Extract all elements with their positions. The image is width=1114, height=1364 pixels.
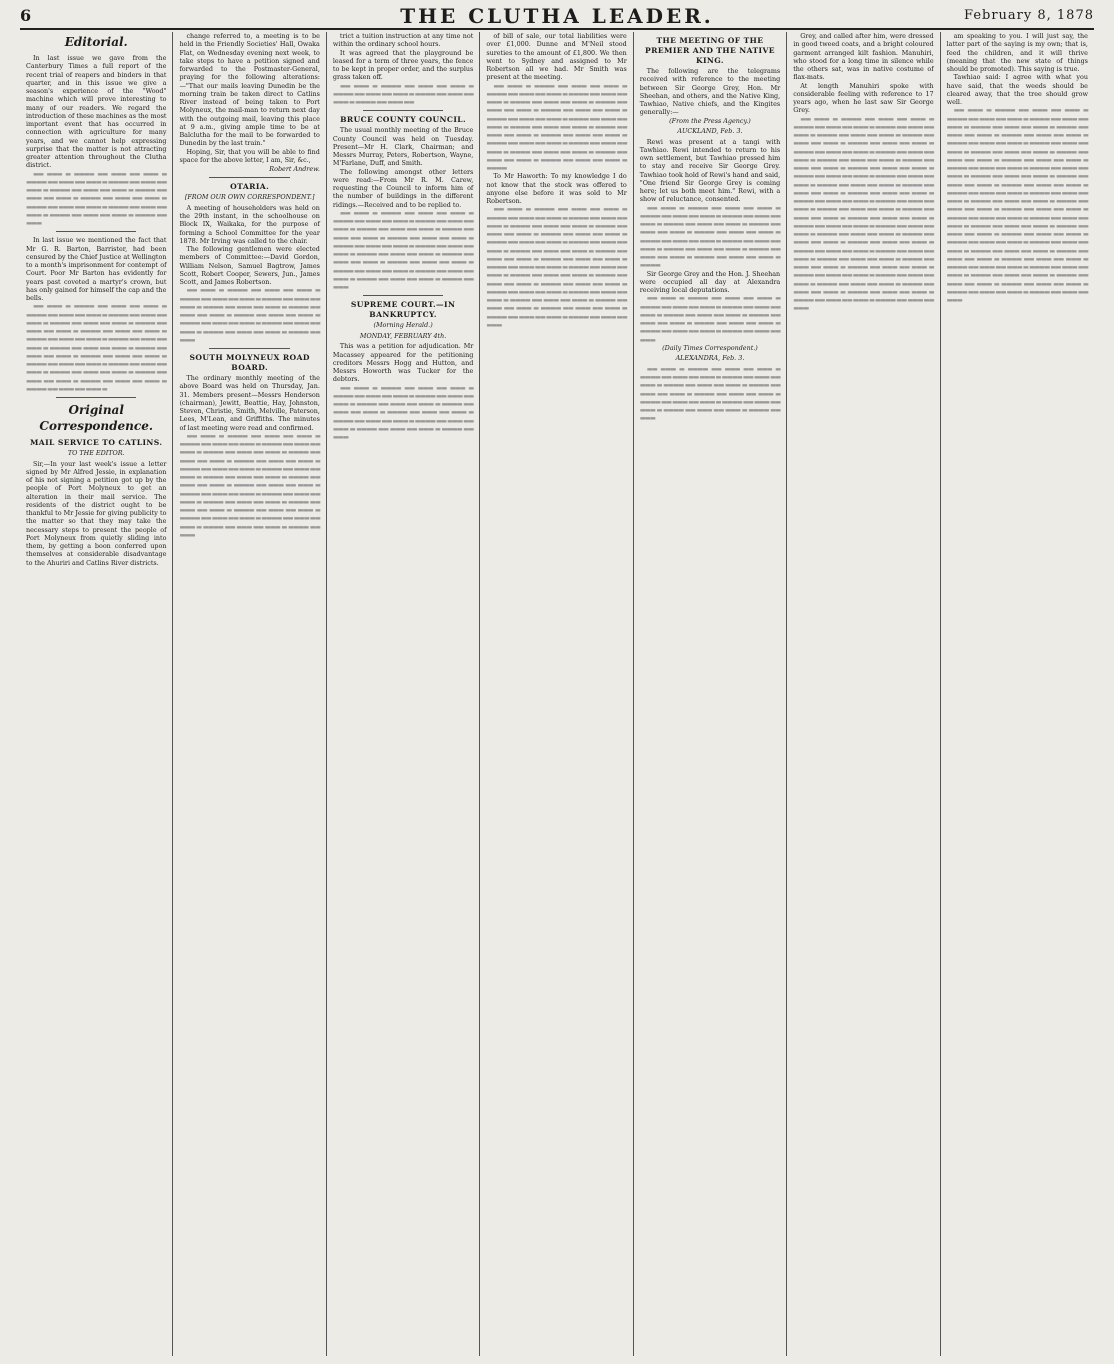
- column-1: [20, 32, 173, 1356]
- road-board-text: ▬▬ ▬▬▬ ▬ ▬▬▬▬ ▬▬ ▬▬▬ ▬▬ ▬▬▬ ▬ ▬▬▬▬ ▬▬ ▬▬▬ ▬▬ ▬▬▬ ▬ ▬▬▬▬ ▬▬ ▬▬▬ ▬▬ ▬▬▬ ▬ ▬▬▬▬ ▬▬ ▬▬▬ ▬▬ ▬▬▬ ▬ ▬▬▬▬ ▬▬ ▬▬▬ ▬▬ ▬▬▬ ▬ ▬▬▬▬ ▬▬ ▬▬▬ ▬▬ ▬▬▬ ▬ ▬▬▬▬ ▬▬ ▬▬▬ ▬▬ ▬▬▬ ▬ ▬▬▬▬ ▬▬ ▬▬▬ ▬▬ ▬▬▬ ▬ ▬▬▬▬ ▬▬ ▬▬▬ ▬▬ ▬▬▬ ▬ ▬▬▬▬ ▬▬ ▬▬▬ ▬▬ ▬▬▬ ▬ ▬▬▬▬ ▬▬ ▬▬▬ ▬▬ ▬▬▬ ▬ ▬▬▬▬ ▬▬ ▬▬▬ ▬▬ ▬▬▬ ▬ ▬▬▬▬ ▬▬ ▬▬▬ ▬▬ ▬▬▬ ▬ ▬▬▬▬ ▬▬ ▬▬▬ ▬▬ ▬▬▬ ▬ ▬▬▬▬ ▬▬ ▬▬▬ ▬▬ ▬▬▬ ▬ ▬▬▬▬ ▬▬ ▬▬▬ ▬▬ ▬▬▬ ▬ ▬▬▬▬ ▬▬ ▬▬▬ ▬▬ ▬▬▬ ▬ ▬▬▬▬ ▬▬ ▬▬▬ ▬▬ ▬▬▬ ▬ ▬▬▬▬ ▬▬ ▬▬▬ ▬▬ ▬▬▬ ▬ ▬▬▬▬ ▬▬ ▬▬▬: [179, 431, 320, 539]
- divider: [56, 231, 136, 232]
- court-source: (Morning Herald.): [373, 321, 433, 330]
- editorial-text: ▬▬ ▬▬▬ ▬ ▬▬▬▬ ▬▬ ▬▬▬ ▬▬ ▬▬▬ ▬ ▬▬▬▬ ▬▬ ▬▬▬ ▬▬ ▬▬▬ ▬ ▬▬▬▬ ▬▬ ▬▬▬ ▬▬ ▬▬▬ ▬ ▬▬▬▬ ▬▬ ▬▬▬ ▬▬ ▬▬▬ ▬ ▬▬▬▬ ▬▬ ▬▬▬ ▬▬ ▬▬▬ ▬ ▬▬▬▬ ▬▬ ▬▬▬ ▬▬ ▬▬▬ ▬ ▬▬▬▬ ▬▬ ▬▬▬ ▬▬ ▬▬▬ ▬ ▬▬▬▬ ▬▬ ▬▬▬ ▬▬ ▬▬▬ ▬ ▬▬▬▬ ▬▬ ▬▬▬ ▬▬ ▬▬▬ ▬ ▬▬▬▬ ▬▬ ▬▬▬ ▬▬ ▬▬▬ ▬ ▬▬▬▬ ▬▬ ▬▬▬ ▬▬ ▬▬▬ ▬ ▬▬▬▬ ▬▬ ▬▬▬ ▬▬ ▬▬▬ ▬ ▬▬▬▬ ▬▬ ▬▬▬ ▬▬ ▬▬▬ ▬ ▬▬▬▬ ▬▬ ▬▬▬ ▬▬ ▬▬▬ ▬ ▬▬▬▬ ▬▬ ▬▬▬ ▬▬ ▬▬▬ ▬ ▬▬▬▬ ▬▬ ▬▬▬ ▬▬ ▬▬▬ ▬ ▬▬▬▬ ▬▬ ▬▬▬ ▬▬ ▬▬▬ ▬: [26, 302, 167, 393]
- letter-title: MAIL SERVICE TO CATLINS.: [30, 438, 163, 447]
- letter-paragraph: Hoping, Sir, that you will be able to find space for the above letter, I am, Sir, &c.,: [179, 147, 320, 164]
- divider: [363, 110, 443, 111]
- page-number: 6: [20, 6, 32, 25]
- meeting-paragraph: Rewi was present at a tangi with Tawhiao. Rewi intended to return to his own settlement, but Tawhiao pressed him to stay and receive Sir George Grey. Tawhiao took hold of Rewi's hand and said, "One friend Sir George Grey is coming here; let us both meet him." Rewi, with a show of reluctance, consented.: [639, 137, 781, 204]
- meeting-paragraph: At length Manuhiri spoke with considerable feeling with reference to 17 years ago, when he last saw Sir George Grey.: [793, 81, 934, 115]
- meeting-dateline: ALEXANDRA, Feb. 3.: [675, 354, 745, 363]
- divider: [209, 348, 289, 349]
- meeting-text: ▬▬ ▬▬▬ ▬ ▬▬▬▬ ▬▬ ▬▬▬ ▬▬ ▬▬▬ ▬ ▬▬▬▬ ▬▬ ▬▬▬ ▬▬ ▬▬▬ ▬ ▬▬▬▬ ▬▬ ▬▬▬ ▬▬ ▬▬▬ ▬ ▬▬▬▬ ▬▬ ▬▬▬ ▬▬ ▬▬▬ ▬ ▬▬▬▬ ▬▬ ▬▬▬ ▬▬ ▬▬▬ ▬ ▬▬▬▬ ▬▬ ▬▬▬ ▬▬ ▬▬▬ ▬ ▬▬▬▬ ▬▬ ▬▬▬ ▬▬ ▬▬▬ ▬ ▬▬▬▬ ▬▬ ▬▬▬ ▬▬ ▬▬▬ ▬ ▬▬▬▬ ▬▬ ▬▬▬ ▬▬ ▬▬▬ ▬ ▬▬▬▬ ▬▬ ▬▬▬ ▬▬ ▬▬▬ ▬ ▬▬▬▬ ▬▬ ▬▬▬ ▬▬ ▬▬▬ ▬ ▬▬▬▬ ▬▬ ▬▬▬ ▬▬ ▬▬▬ ▬ ▬▬▬▬ ▬▬ ▬▬▬ ▬▬ ▬▬▬ ▬ ▬▬▬▬ ▬▬ ▬▬▬ ▬▬ ▬▬▬ ▬ ▬▬▬▬ ▬▬ ▬▬▬ ▬▬ ▬▬▬ ▬ ▬▬▬▬ ▬▬ ▬▬▬ ▬▬ ▬▬▬ ▬ ▬▬▬▬ ▬▬ ▬▬▬ ▬▬ ▬▬▬ ▬ ▬▬▬▬ ▬▬ ▬▬▬ ▬▬ ▬▬▬ ▬ ▬▬▬▬ ▬▬ ▬▬▬ ▬▬ ▬▬▬ ▬ ▬▬▬▬ ▬▬ ▬▬▬ ▬▬ ▬▬▬ ▬ ▬▬▬▬ ▬▬ ▬▬▬ ▬▬ ▬▬▬ ▬ ▬▬▬▬ ▬▬ ▬▬▬ ▬▬ ▬▬▬ ▬ ▬▬▬▬ ▬▬ ▬▬▬ ▬▬ ▬▬▬ ▬ ▬▬▬▬ ▬▬ ▬▬▬ ▬▬ ▬▬▬ ▬ ▬▬▬▬ ▬▬ ▬▬▬ ▬▬ ▬▬▬ ▬ ▬▬▬▬ ▬▬ ▬▬▬ ▬▬ ▬▬▬ ▬ ▬▬▬▬ ▬▬ ▬▬▬ ▬▬ ▬▬▬ ▬ ▬▬▬▬ ▬▬ ▬▬▬ ▬▬ ▬▬▬ ▬ ▬▬▬▬ ▬▬ ▬▬▬ ▬▬ ▬▬▬ ▬ ▬▬▬▬ ▬▬ ▬▬▬ ▬▬ ▬▬▬ ▬ ▬▬▬▬ ▬▬ ▬▬▬ ▬▬ ▬▬▬ ▬ ▬▬▬▬ ▬▬ ▬▬▬ ▬▬ ▬▬▬ ▬ ▬▬▬▬ ▬▬ ▬▬▬ ▬▬ ▬▬▬ ▬ ▬▬▬▬ ▬▬ ▬▬▬ ▬▬ ▬▬▬ ▬ ▬▬▬▬ ▬▬ ▬▬▬ ▬▬ ▬▬▬ ▬ ▬▬▬▬ ▬▬ ▬▬▬ ▬▬ ▬▬▬ ▬ ▬▬▬▬ ▬▬ ▬▬▬ ▬▬ ▬▬▬ ▬ ▬▬▬▬ ▬▬ ▬▬▬ ▬▬ ▬▬▬: [946, 106, 1088, 304]
- column-5: [634, 32, 787, 1356]
- otaria-heading: OTARIA.: [230, 182, 270, 192]
- columns: [20, 32, 1094, 1356]
- meeting-paragraph: am speaking to you. I will just say, the latter part of the saying is my own; that is, feed the children, and it will thrive (meaning that the new state of things should be promoted). This saying is true.: [946, 32, 1088, 73]
- column-6: [787, 32, 940, 1356]
- letter-paragraph: Sir,—In your last week's issue a letter signed by Mr Alfred Jessie, in explanation of his not signing a petition got up by the people of Port Molyneux to get an alteration in their mail service. The residents of the district ought to be thankful to Mr Jessie for giving publicity to the matter so that they may take the necessary steps to present the people of Port Molyneux from quietly sliding into them, by getting a boon conferred upon themselves at considerable disadvantage to the Ahuriri and Catlins River districts.: [26, 459, 167, 567]
- column-3: [327, 32, 480, 1356]
- column-4: [480, 32, 633, 1356]
- council-text: ▬▬ ▬▬▬ ▬ ▬▬▬▬ ▬▬ ▬▬▬ ▬▬ ▬▬▬ ▬ ▬▬▬▬ ▬▬ ▬▬▬ ▬▬ ▬▬▬ ▬ ▬▬▬▬ ▬▬ ▬▬▬ ▬▬ ▬▬▬ ▬ ▬▬▬▬ ▬▬ ▬▬▬ ▬▬ ▬▬▬ ▬ ▬▬▬▬ ▬▬ ▬▬▬ ▬▬ ▬▬▬ ▬ ▬▬▬▬ ▬▬ ▬▬▬ ▬▬ ▬▬▬ ▬ ▬▬▬▬ ▬▬ ▬▬▬ ▬▬ ▬▬▬ ▬ ▬▬▬▬ ▬▬ ▬▬▬ ▬▬ ▬▬▬ ▬ ▬▬▬▬ ▬▬ ▬▬▬ ▬▬ ▬▬▬ ▬ ▬▬▬▬ ▬▬ ▬▬▬ ▬▬ ▬▬▬ ▬ ▬▬▬▬ ▬▬ ▬▬▬ ▬▬ ▬▬▬ ▬ ▬▬▬▬ ▬▬ ▬▬▬ ▬▬ ▬▬▬ ▬ ▬▬▬▬ ▬▬ ▬▬▬ ▬▬ ▬▬▬ ▬ ▬▬▬▬ ▬▬ ▬▬▬ ▬▬ ▬▬▬ ▬ ▬▬▬▬ ▬▬ ▬▬▬: [332, 208, 474, 291]
- correspondence-heading: Original Correspondence.: [39, 403, 153, 433]
- meeting-intro: The following are the telegrams received with reference to the meeting between Sir George Grey, Hon. Mr Sheehan, and others, and the Native King, Tawhiao, Native chiefs, and the Kingites generally:—: [639, 67, 781, 117]
- meeting-text: ▬▬ ▬▬▬ ▬ ▬▬▬▬ ▬▬ ▬▬▬ ▬▬ ▬▬▬ ▬ ▬▬▬▬ ▬▬ ▬▬▬ ▬▬ ▬▬▬ ▬ ▬▬▬▬ ▬▬ ▬▬▬ ▬▬ ▬▬▬ ▬ ▬▬▬▬ ▬▬ ▬▬▬ ▬▬ ▬▬▬ ▬ ▬▬▬▬ ▬▬ ▬▬▬ ▬▬ ▬▬▬ ▬ ▬▬▬▬ ▬▬ ▬▬▬ ▬▬ ▬▬▬ ▬ ▬▬▬▬ ▬▬ ▬▬▬ ▬▬ ▬▬▬ ▬ ▬▬▬▬ ▬▬ ▬▬▬ ▬▬ ▬▬▬ ▬ ▬▬▬▬ ▬▬ ▬▬▬ ▬▬ ▬▬▬ ▬ ▬▬▬▬ ▬▬ ▬▬▬: [639, 364, 781, 423]
- divider: [56, 397, 136, 398]
- testimony-text: ▬▬ ▬▬▬ ▬ ▬▬▬▬ ▬▬ ▬▬▬ ▬▬ ▬▬▬ ▬ ▬▬▬▬ ▬▬ ▬▬▬ ▬▬ ▬▬▬ ▬ ▬▬▬▬ ▬▬ ▬▬▬ ▬▬ ▬▬▬ ▬ ▬▬▬▬ ▬▬ ▬▬▬ ▬▬ ▬▬▬ ▬ ▬▬▬▬ ▬▬ ▬▬▬ ▬▬ ▬▬▬ ▬ ▬▬▬▬ ▬▬ ▬▬▬ ▬▬ ▬▬▬ ▬ ▬▬▬▬ ▬▬ ▬▬▬ ▬▬ ▬▬▬ ▬ ▬▬▬▬ ▬▬ ▬▬▬ ▬▬ ▬▬▬ ▬ ▬▬▬▬ ▬▬ ▬▬▬ ▬▬ ▬▬▬ ▬ ▬▬▬▬ ▬▬ ▬▬▬ ▬▬ ▬▬▬ ▬ ▬▬▬▬ ▬▬ ▬▬▬ ▬▬ ▬▬▬ ▬ ▬▬▬▬ ▬▬ ▬▬▬ ▬▬ ▬▬▬ ▬ ▬▬▬▬ ▬▬ ▬▬▬ ▬▬ ▬▬▬ ▬ ▬▬▬▬ ▬▬ ▬▬▬ ▬▬ ▬▬▬ ▬ ▬▬▬▬ ▬▬ ▬▬▬ ▬▬ ▬▬▬ ▬ ▬▬▬▬ ▬▬ ▬▬▬ ▬▬ ▬▬▬ ▬ ▬▬▬▬ ▬▬ ▬▬▬ ▬▬ ▬▬▬ ▬ ▬▬▬▬ ▬▬ ▬▬▬ ▬▬ ▬▬▬ ▬ ▬▬▬▬ ▬▬ ▬▬▬ ▬▬ ▬▬▬ ▬ ▬▬▬▬ ▬▬ ▬▬▬ ▬▬ ▬▬▬ ▬ ▬▬▬▬ ▬▬ ▬▬▬ ▬▬ ▬▬▬ ▬ ▬▬▬▬ ▬▬ ▬▬▬ ▬▬ ▬▬▬ ▬ ▬▬▬▬ ▬▬ ▬▬▬ ▬▬ ▬▬▬: [486, 205, 627, 329]
- council-paragraph: The usual monthly meeting of the Bruce County Council was held on Tuesday. Present—Mr H. Clark, Chairman; and Messrs Murray, Peters, Robertson, Wayne, M'Farlane, Duff, and Smith.: [332, 126, 474, 168]
- column-7: [941, 32, 1094, 1356]
- meeting-paragraph: Tawhiao said: I agree with what you have said, that the weeds should be cleared away, that the tree should grow well.: [946, 73, 1088, 106]
- council-paragraph: The following amongst other letters were read:—From Mr R. M. Carew, requesting the Council to inform him of the number of buildings in the different ridings.—Received and to be replied to.: [332, 167, 474, 209]
- otaria-subheading: [FROM OUR OWN CORRESPONDENT.]: [184, 193, 315, 202]
- testimony-paragraph: To Mr Haworth: To my knowledge I do not know that the stock was offered to anyone else before it was sold to Mr Robertson.: [486, 172, 627, 205]
- court-heading: SUPREME COURT.—IN BANKRUPTCY.: [350, 300, 456, 320]
- meeting-paragraph: Sir George Grey and the Hon. J. Sheehan were occupied all day at Alexandra receiving local deputations.: [639, 269, 781, 294]
- divider: [209, 177, 289, 178]
- meeting-text: ▬▬ ▬▬▬ ▬ ▬▬▬▬ ▬▬ ▬▬▬ ▬▬ ▬▬▬ ▬ ▬▬▬▬ ▬▬ ▬▬▬ ▬▬ ▬▬▬ ▬ ▬▬▬▬ ▬▬ ▬▬▬ ▬▬ ▬▬▬ ▬ ▬▬▬▬ ▬▬ ▬▬▬ ▬▬ ▬▬▬ ▬ ▬▬▬▬ ▬▬ ▬▬▬ ▬▬ ▬▬▬ ▬ ▬▬▬▬ ▬▬ ▬▬▬ ▬▬ ▬▬▬ ▬ ▬▬▬▬ ▬▬ ▬▬▬ ▬▬ ▬▬▬ ▬ ▬▬▬▬ ▬▬ ▬▬▬ ▬▬ ▬▬▬ ▬ ▬▬▬▬ ▬▬ ▬▬▬ ▬▬ ▬▬▬ ▬ ▬▬▬▬ ▬▬ ▬▬▬ ▬▬ ▬▬▬ ▬ ▬▬▬▬ ▬▬ ▬▬▬ ▬▬ ▬▬▬ ▬ ▬▬▬▬ ▬▬ ▬▬▬ ▬▬ ▬▬▬ ▬ ▬▬▬▬ ▬▬ ▬▬▬ ▬▬ ▬▬▬ ▬ ▬▬▬▬ ▬▬ ▬▬▬ ▬▬ ▬▬▬ ▬ ▬▬▬▬ ▬▬ ▬▬▬ ▬▬ ▬▬▬ ▬ ▬▬▬▬ ▬▬ ▬▬▬ ▬▬ ▬▬▬ ▬ ▬▬▬▬ ▬▬ ▬▬▬ ▬▬ ▬▬▬ ▬ ▬▬▬▬ ▬▬ ▬▬▬ ▬▬ ▬▬▬ ▬ ▬▬▬▬ ▬▬ ▬▬▬ ▬▬ ▬▬▬ ▬ ▬▬▬▬ ▬▬ ▬▬▬ ▬▬ ▬▬▬ ▬ ▬▬▬▬ ▬▬ ▬▬▬ ▬▬ ▬▬▬ ▬ ▬▬▬▬ ▬▬ ▬▬▬ ▬▬ ▬▬▬ ▬ ▬▬▬▬ ▬▬ ▬▬▬ ▬▬ ▬▬▬ ▬ ▬▬▬▬ ▬▬ ▬▬▬ ▬▬ ▬▬▬ ▬ ▬▬▬▬ ▬▬ ▬▬▬ ▬▬ ▬▬▬ ▬ ▬▬▬▬ ▬▬ ▬▬▬ ▬▬ ▬▬▬ ▬ ▬▬▬▬ ▬▬ ▬▬▬ ▬▬ ▬▬▬ ▬ ▬▬▬▬ ▬▬ ▬▬▬ ▬▬ ▬▬▬ ▬ ▬▬▬▬ ▬▬ ▬▬▬ ▬▬ ▬▬▬ ▬ ▬▬▬▬ ▬▬ ▬▬▬ ▬▬ ▬▬▬ ▬ ▬▬▬▬ ▬▬ ▬▬▬ ▬▬ ▬▬▬ ▬ ▬▬▬▬ ▬▬ ▬▬▬ ▬▬ ▬▬▬ ▬ ▬▬▬▬ ▬▬ ▬▬▬ ▬▬ ▬▬▬ ▬ ▬▬▬▬ ▬▬ ▬▬▬ ▬▬ ▬▬▬ ▬ ▬▬▬▬ ▬▬ ▬▬▬ ▬▬ ▬▬▬ ▬ ▬▬▬▬ ▬▬ ▬▬▬ ▬▬ ▬▬▬ ▬ ▬▬▬▬ ▬▬ ▬▬▬ ▬▬ ▬▬▬ ▬ ▬▬▬▬ ▬▬ ▬▬▬ ▬▬ ▬▬▬: [793, 114, 934, 313]
- court-text: ▬▬ ▬▬▬ ▬ ▬▬▬▬ ▬▬ ▬▬▬ ▬▬ ▬▬▬ ▬ ▬▬▬▬ ▬▬ ▬▬▬ ▬▬ ▬▬▬ ▬ ▬▬▬▬ ▬▬ ▬▬▬ ▬▬ ▬▬▬ ▬ ▬▬▬▬ ▬▬ ▬▬▬ ▬▬ ▬▬▬ ▬ ▬▬▬▬ ▬▬ ▬▬▬ ▬▬ ▬▬▬ ▬ ▬▬▬▬ ▬▬ ▬▬▬ ▬▬ ▬▬▬ ▬ ▬▬▬▬ ▬▬ ▬▬▬ ▬▬ ▬▬▬ ▬ ▬▬▬▬ ▬▬ ▬▬▬ ▬▬ ▬▬▬ ▬ ▬▬▬▬ ▬▬ ▬▬▬ ▬▬ ▬▬▬ ▬ ▬▬▬▬ ▬▬ ▬▬▬: [332, 383, 474, 441]
- editorial-text: ▬▬ ▬▬▬ ▬ ▬▬▬▬ ▬▬ ▬▬▬ ▬▬ ▬▬▬ ▬ ▬▬▬▬ ▬▬ ▬▬▬ ▬▬ ▬▬▬ ▬ ▬▬▬▬ ▬▬ ▬▬▬ ▬▬ ▬▬▬ ▬ ▬▬▬▬ ▬▬ ▬▬▬ ▬▬ ▬▬▬ ▬ ▬▬▬▬ ▬▬ ▬▬▬ ▬▬ ▬▬▬ ▬ ▬▬▬▬ ▬▬ ▬▬▬ ▬▬ ▬▬▬ ▬ ▬▬▬▬ ▬▬ ▬▬▬ ▬▬ ▬▬▬ ▬ ▬▬▬▬ ▬▬ ▬▬▬ ▬▬ ▬▬▬ ▬ ▬▬▬▬ ▬▬ ▬▬▬ ▬▬ ▬▬▬ ▬ ▬▬▬▬ ▬▬ ▬▬▬: [26, 169, 167, 227]
- meeting-paragraph: Grey, and called after him, were dressed in good tweed coats, and a bright coloured garment arranged kilt fashion. Manuhiri, who stood for a long time in silence while the others sat, was in native costume of flax-mats.: [793, 32, 934, 82]
- editorial-heading: Editorial.: [64, 35, 128, 49]
- road-board-heading: SOUTH MOLYNEUX ROAD BOARD.: [189, 353, 310, 372]
- meeting-heading: THE MEETING OF THE PREMIER AND THE NATIVE KING.: [645, 36, 775, 65]
- article-paragraph: trict a tuition instruction at any time not within the ordinary school hours.: [332, 32, 474, 49]
- meeting-source: (From the Press Agency.): [669, 116, 751, 125]
- letter-signature: Robert Andrew.: [269, 165, 320, 173]
- meeting-dateline: AUCKLAND, Feb. 3.: [677, 127, 743, 135]
- editorial-paragraph: In last issue we gave from the Canterbury Times a full report of the recent trial of reapers and binders in that quarter, and in this issue we give a season's experience of the "Wood" machine which will prove interesting to many of our readers. We regard the introduction of these machines as the most important event that has occurred in connection with agriculture for many years, and we cannot help expressing surprise that the matter is not attracting greater attention throughout the Clutha district.: [26, 54, 167, 170]
- letter-paragraph: change referred to, a meeting is to be held in the Friendly Societies' Hall, Owaka Flat, on Wednesday evening next week, to take steps to have a petition signed and forwarded to the Postmaster-General, praying for the following alterations:—"That our mails leaving Dunedin be the morning train be taken direct to Catlins River instead of being taken to Port Molyneux, the mail-man to return next day with the outgoing mail, leaving this place at 9 a.m., giving ample time to be at Balclutha for the mail to be forwarded to Dunedin by the last train.": [179, 32, 320, 148]
- road-board-paragraph: The ordinary monthly meeting of the above Board was held on Thursday, Jan. 31. Members present—Messrs Henderson (chairman), Jewitt, Beattie, Hay, Johnston, Steven, Christie, Smith, Melville, Paterson, Lees, M'Lean, and Griffiths. The minutes of last meeting were read and confirmed.: [179, 374, 320, 432]
- masthead: [20, 4, 1094, 30]
- divider: [363, 295, 443, 296]
- court-date: MONDAY, FEBRUARY 4th.: [359, 331, 447, 340]
- letter-to: TO THE EDITOR.: [67, 449, 125, 457]
- otaria-text: ▬▬ ▬▬▬ ▬ ▬▬▬▬ ▬▬ ▬▬▬ ▬▬ ▬▬▬ ▬ ▬▬▬▬ ▬▬ ▬▬▬ ▬▬ ▬▬▬ ▬ ▬▬▬▬ ▬▬ ▬▬▬ ▬▬ ▬▬▬ ▬ ▬▬▬▬ ▬▬ ▬▬▬ ▬▬ ▬▬▬ ▬ ▬▬▬▬ ▬▬ ▬▬▬ ▬▬ ▬▬▬ ▬ ▬▬▬▬ ▬▬ ▬▬▬ ▬▬ ▬▬▬ ▬ ▬▬▬▬ ▬▬ ▬▬▬ ▬▬ ▬▬▬ ▬ ▬▬▬▬ ▬▬ ▬▬▬ ▬▬ ▬▬▬ ▬ ▬▬▬▬ ▬▬ ▬▬▬ ▬▬ ▬▬▬ ▬ ▬▬▬▬ ▬▬ ▬▬▬: [179, 286, 320, 344]
- otaria-paragraph: The following gentlemen were elected members of Committee:—David Gordon, William Nelson, Samuel Bagtrow, James Scott, Robert Cooper, Sewers, Jun., James Scott, and James Robertson.: [179, 245, 320, 286]
- article-paragraph: It was agreed that the playground be leased for a term of three years, the fence to be kept in proper order, and the surplus grass taken off.: [332, 48, 474, 82]
- issue-date: February 8, 1878: [964, 8, 1094, 23]
- meeting-text: ▬▬ ▬▬▬ ▬ ▬▬▬▬ ▬▬ ▬▬▬ ▬▬ ▬▬▬ ▬ ▬▬▬▬ ▬▬ ▬▬▬ ▬▬ ▬▬▬ ▬ ▬▬▬▬ ▬▬ ▬▬▬ ▬▬ ▬▬▬ ▬ ▬▬▬▬ ▬▬ ▬▬▬ ▬▬ ▬▬▬ ▬ ▬▬▬▬ ▬▬ ▬▬▬ ▬▬ ▬▬▬ ▬ ▬▬▬▬ ▬▬ ▬▬▬ ▬▬ ▬▬▬ ▬ ▬▬▬▬ ▬▬ ▬▬▬ ▬▬ ▬▬▬ ▬ ▬▬▬▬ ▬▬ ▬▬▬ ▬▬ ▬▬▬ ▬ ▬▬▬▬ ▬▬ ▬▬▬ ▬▬ ▬▬▬ ▬ ▬▬▬▬ ▬▬ ▬▬▬ ▬▬ ▬▬▬ ▬ ▬▬▬▬ ▬▬ ▬▬▬ ▬▬ ▬▬▬ ▬ ▬▬▬▬: [639, 203, 781, 270]
- column-2: [173, 32, 326, 1356]
- meeting-text: ▬▬ ▬▬▬ ▬ ▬▬▬▬ ▬▬ ▬▬▬ ▬▬ ▬▬▬ ▬ ▬▬▬▬ ▬▬ ▬▬▬ ▬▬ ▬▬▬ ▬ ▬▬▬▬ ▬▬ ▬▬▬ ▬▬ ▬▬▬ ▬ ▬▬▬▬ ▬▬ ▬▬▬ ▬▬ ▬▬▬ ▬ ▬▬▬▬ ▬▬ ▬▬▬ ▬▬ ▬▬▬ ▬ ▬▬▬▬ ▬▬ ▬▬▬ ▬▬ ▬▬▬ ▬ ▬▬▬▬ ▬▬ ▬▬▬ ▬▬ ▬▬▬ ▬ ▬▬▬▬ ▬▬ ▬▬▬ ▬▬ ▬▬▬: [639, 294, 781, 344]
- meeting-correspondent: (Daily Times Correspondent.): [662, 343, 758, 352]
- council-heading: BRUCE COUNTY COUNCIL.: [340, 115, 467, 125]
- court-paragraph: This was a petition for adjudication. Mr Macassey appeared for the petitioning creditors Messrs Hogg and Hutton, and Messrs Howorth was Tucker for the debtors.: [332, 342, 474, 384]
- editorial-paragraph: In last issue we mentioned the fact that Mr G. R. Barton, Barrister, had been censured by the Chief Justice at Wellington to a month's imprisonment for contempt of Court. Poor Mr Barton has evidently for years past coveted a martyr's crown, but has only gained for himself the cap and the bells.: [26, 236, 167, 302]
- newspaper-title: THE CLUTHA LEADER.: [400, 4, 714, 28]
- testimony-text: ▬▬ ▬▬▬ ▬ ▬▬▬▬ ▬▬ ▬▬▬ ▬▬ ▬▬▬ ▬ ▬▬▬▬ ▬▬ ▬▬▬ ▬▬ ▬▬▬ ▬ ▬▬▬▬ ▬▬ ▬▬▬ ▬▬ ▬▬▬ ▬ ▬▬▬▬ ▬▬ ▬▬▬ ▬▬ ▬▬▬ ▬ ▬▬▬▬ ▬▬ ▬▬▬ ▬▬ ▬▬▬ ▬ ▬▬▬▬ ▬▬ ▬▬▬ ▬▬ ▬▬▬ ▬ ▬▬▬▬ ▬▬ ▬▬▬ ▬▬ ▬▬▬ ▬ ▬▬▬▬ ▬▬ ▬▬▬ ▬▬ ▬▬▬ ▬ ▬▬▬▬ ▬▬ ▬▬▬ ▬▬ ▬▬▬ ▬ ▬▬▬▬ ▬▬ ▬▬▬ ▬▬ ▬▬▬ ▬ ▬▬▬▬ ▬▬ ▬▬▬ ▬▬ ▬▬▬ ▬ ▬▬▬▬ ▬▬ ▬▬▬ ▬▬ ▬▬▬ ▬ ▬▬▬▬ ▬▬ ▬▬▬ ▬▬ ▬▬▬ ▬ ▬▬▬▬ ▬▬ ▬▬▬ ▬▬ ▬▬▬ ▬ ▬▬▬▬ ▬▬ ▬▬▬ ▬▬ ▬▬▬ ▬ ▬▬▬▬ ▬▬ ▬▬▬ ▬▬ ▬▬▬ ▬ ▬▬▬▬: [486, 81, 627, 172]
- testimony-paragraph: of bill of sale, our total liabilities were over £1,000. Dunne and M'Neil stood sureties to the amount of £1,800. We then went to Sydney and assigned to Mr Robertson all we had. Mr Smith was present at the meeting.: [486, 32, 627, 82]
- article-text: ▬▬ ▬▬▬ ▬ ▬▬▬▬ ▬▬ ▬▬▬ ▬▬ ▬▬▬ ▬ ▬▬▬▬ ▬▬ ▬▬▬ ▬▬ ▬▬▬ ▬ ▬▬▬▬ ▬▬ ▬▬▬ ▬▬ ▬▬▬ ▬ ▬▬▬▬ ▬▬ ▬▬▬ ▬▬: [332, 81, 474, 106]
- otaria-paragraph: A meeting of householders was held on the 29th instant, in the schoolhouse on Block IX, Waikaka, for the purpose of forming a School Committee for the year 1878. Mr Irving was called to the chair.: [179, 203, 320, 245]
